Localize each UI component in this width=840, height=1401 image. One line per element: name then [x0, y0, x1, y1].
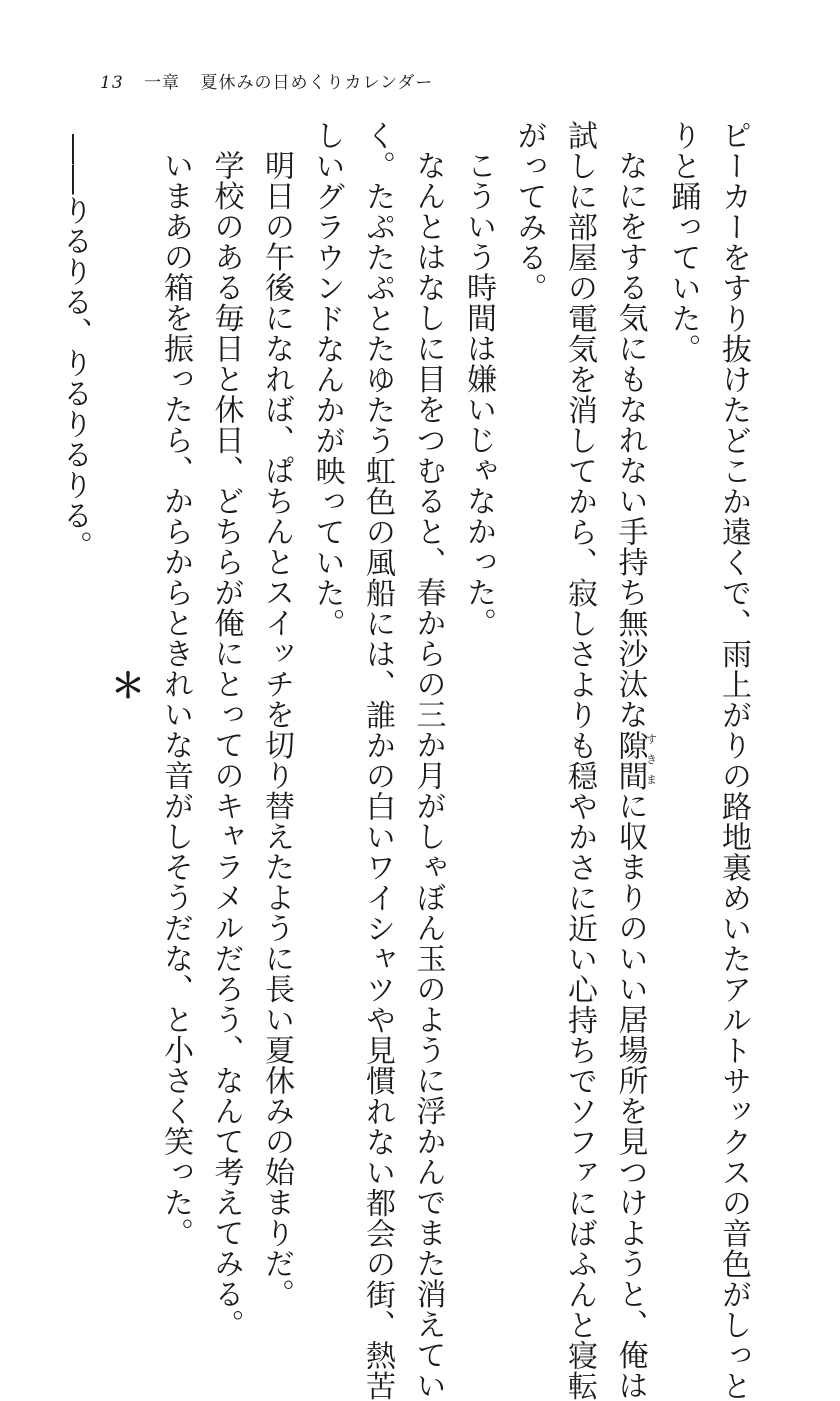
- text-line-3-end: に収まりのいい居場所を見つけようと、俺は: [612, 790, 648, 1401]
- text-line-5: がってみる。: [511, 120, 547, 303]
- ruby-base: 隙間: [612, 729, 648, 791]
- text-line-dialogue: ――りるりる、りるりるりる。: [57, 134, 92, 561]
- text-line-7-text: なんとはなしに目をつむると、春からの三か月がしゃぼん玉のように浮かんでまた消えてい: [410, 150, 446, 1401]
- text-line-1: ピーカーをすり抜けたどこか遠くで、雨上がりの路地裏めいたアルトサックスの音色がしっと: [716, 120, 751, 1401]
- text-line-12-text: いまあの箱を振ったら、からからときれいな音がしそうだな、と小さく笑った。: [158, 150, 193, 1248]
- text-line-6-text: こういう時間は嫌いじゃなかった。: [461, 150, 496, 638]
- text-line-4: 試しに部屋の電気を消してから、寂しさよりも穏やかさに近い心持ちでソファにばふんと寝転: [562, 120, 597, 1401]
- text-line-10-text: 明日の午後になれば、ぱちんとスイッチを切り替えたように長い夏休みの始まりだ。: [259, 150, 294, 1309]
- text-line-12: [150, 120, 201, 1248]
- running-header: [100, 68, 433, 93]
- page-number: 13: [100, 73, 124, 93]
- body-text: [49, 120, 759, 1401]
- section-break-asterisk: ＊: [104, 667, 145, 703]
- ruby-reading: すきま: [644, 729, 658, 791]
- text-line-9: しいグラウンドなんかが映っていた。: [309, 120, 345, 639]
- text-line-10: [251, 120, 302, 1309]
- text-line-7: [402, 120, 453, 1401]
- text-line-11: [200, 120, 251, 1340]
- ruby-word: [612, 729, 658, 791]
- text-line-6: [453, 120, 504, 1140]
- text-line-2: りと踊っていた。: [665, 120, 701, 364]
- chapter-title: 夏休みの日めくりカレンダー: [200, 73, 434, 93]
- chapter-label: 一章: [144, 73, 181, 93]
- text-line-11-text: 学校のある毎日と休日、どちらが俺にとってのキャラメルだろう、なんて考えてみる。: [208, 150, 244, 1340]
- text-line-3-start: なにをする気にもなれない手持ち無沙汰な: [612, 150, 648, 730]
- text-line-3: [604, 120, 658, 1401]
- text-line-8: く。たぷたぷとたゆたう虹色の風船には、誰かの白いワイシャツや見慣れない都会の街、熱苦: [360, 120, 395, 1401]
